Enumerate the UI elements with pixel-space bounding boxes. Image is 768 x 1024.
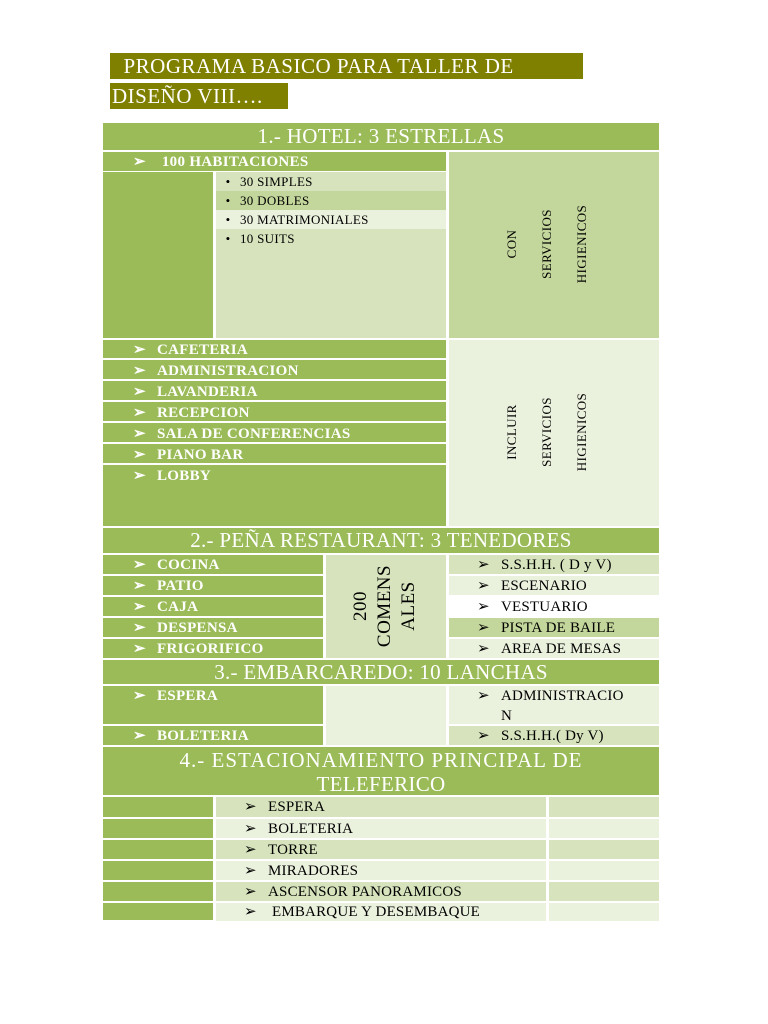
hotel-area-item: ➢ LAVANDERIA [103,382,446,402]
arrow-icon: ➢ [477,641,490,657]
note-word: HIGIENICOS [574,204,589,284]
room-item: • 30 DOBLES [216,191,446,210]
title-line-2: DISEÑO VIII…. [110,83,288,109]
estacionamiento-extra [549,840,659,859]
embarcadero-right-item: ➢ ADMINISTRACIO N [449,686,659,724]
arrow-icon: ➢ [477,578,490,594]
restaurant-left-item: ➢ COCINA [103,555,323,574]
restaurant-header: 2.- PEÑA RESTAURANT: 3 TENEDORES [103,528,659,553]
restaurant-left-item: ➢ DESPENSA [103,618,323,637]
estacionamiento-item: ➢ ESPERA [216,797,546,817]
arrow-icon: ➢ [133,599,146,615]
arrow-icon: ➢ [133,384,146,400]
arrow-icon: ➢ [244,842,257,858]
restaurant-left-item: ➢ CAJA [103,597,323,616]
estacionamiento-divider [103,880,213,882]
arrow-icon: ➢ [477,557,490,573]
embarcadero-header: 3.- EMBARCAREDO: 10 LANCHAS [103,660,659,684]
hotel-area-item: ➢ ADMINISTRACION [103,361,446,381]
arrow-icon: ➢ [477,599,490,615]
room-item: • 30 SIMPLES [216,172,446,191]
arrow-icon: ➢ [244,863,257,879]
arrow-icon: ➢ [133,578,146,594]
estacionamiento-divider [103,901,213,903]
bullet-icon: • [225,212,231,227]
hotel-services-note [449,152,659,338]
arrow-icon: ➢ [244,904,257,920]
room-item: • 10 SUITS [216,229,446,248]
estacionamiento-extra [549,903,659,921]
bullet-icon: • [225,174,231,189]
estacionamiento-item: ➢ ASCENSOR PANORAMICOS [216,882,546,901]
arrow-icon: ➢ [244,799,257,815]
note-word: HIGIENICOS [574,392,589,472]
arrow-icon: ➢ [133,688,146,704]
arrow-icon: ➢ [133,620,146,636]
estacionamiento-divider [103,838,213,840]
estacionamiento-item: ➢ MIRADORES [216,861,546,880]
estacionamiento-header: 4.- ESTACIONAMIENTO PRINCIPAL DE TELEFERICO [103,747,659,795]
estacionamiento-item: ➢ BOLETERIA [216,819,546,838]
estacionamiento-extra [549,861,659,880]
restaurant-left-item: ➢ FRIGORIFICO [103,639,323,658]
arrow-icon: ➢ [133,426,146,442]
comensales-line: ALES [398,581,419,631]
arrow-icon: ➢ [244,821,257,837]
estacionamiento-divider [103,859,213,861]
restaurant-right-item: ➢ AREA DE MESAS [449,639,659,658]
arrow-icon: ➢ [244,884,257,900]
comensales-cell [326,555,446,658]
restaurant-right-item: ➢ ESCENARIO [449,576,659,595]
note-word: SERVICIOS [539,397,554,467]
habitaciones-row [103,152,446,171]
hotel-left-block [103,172,213,338]
estacionamiento-item: ➢ TORRE [216,840,546,859]
arrow-icon: ➢ [133,405,146,421]
hotel-services-note-2 [449,340,659,526]
hotel-header: 1.- HOTEL: 3 ESTRELLAS [103,123,659,150]
note-word: INCLUIR [504,404,519,460]
room-item: • 30 MATRIMONIALES [216,210,446,229]
hotel-area-item: ➢ RECEPCION [103,403,446,423]
note-word: CON [504,229,519,259]
arrow-icon: ➢ [133,154,146,170]
estacionamiento-item: ➢ EMBARQUE Y DESEMBAQUE [216,903,546,921]
arrow-icon: ➢ [133,728,146,744]
note-word: SERVICIOS [539,209,554,279]
comensales-line: COMENS [374,564,395,648]
bullet-icon: • [225,231,231,246]
estacionamiento-divider [103,817,213,819]
comensales-line: 200 [350,591,371,621]
embarcadero-right-item: ➢ S.S.H.H.( Dy V) [449,726,659,745]
embarcadero-left-item: ➢ BOLETERIA [103,726,323,745]
arrow-icon: ➢ [133,363,146,379]
arrow-icon: ➢ [133,641,146,657]
arrow-icon: ➢ [477,620,490,636]
arrow-icon: ➢ [133,468,146,484]
habitaciones-label: 100 HABITACIONES [161,154,309,170]
estacionamiento-extra [549,797,659,817]
estacionamiento-extra [549,819,659,838]
arrow-icon: ➢ [477,688,490,704]
title-line-1: PROGRAMA BASICO PARA TALLER DE [110,53,583,79]
arrow-icon: ➢ [133,447,146,463]
arrow-icon: ➢ [133,557,146,573]
embarcadero-left-block: ➢ ESPERA [103,686,323,724]
restaurant-right-item: ➢ PISTA DE BAILE [449,618,659,637]
arrow-icon: ➢ [477,728,490,744]
hotel-area-item: ➢ PIANO BAR [103,445,446,465]
restaurant-left-item: ➢ PATIO [103,576,323,595]
hotel-area-item: ➢ LOBBY [133,468,212,484]
arrow-icon: ➢ [133,342,146,358]
embarcadero-center [326,686,446,745]
restaurant-right-item: ➢ S.S.H.H. ( D y V) [449,555,659,574]
hotel-area-item: ➢ SALA DE CONFERENCIAS [103,424,446,444]
restaurant-right-item: ➢ VESTUARIO [477,599,588,615]
estacionamiento-extra [549,882,659,901]
bullet-icon: • [225,193,231,208]
hotel-area-item: ➢ CAFETERIA [103,340,446,360]
